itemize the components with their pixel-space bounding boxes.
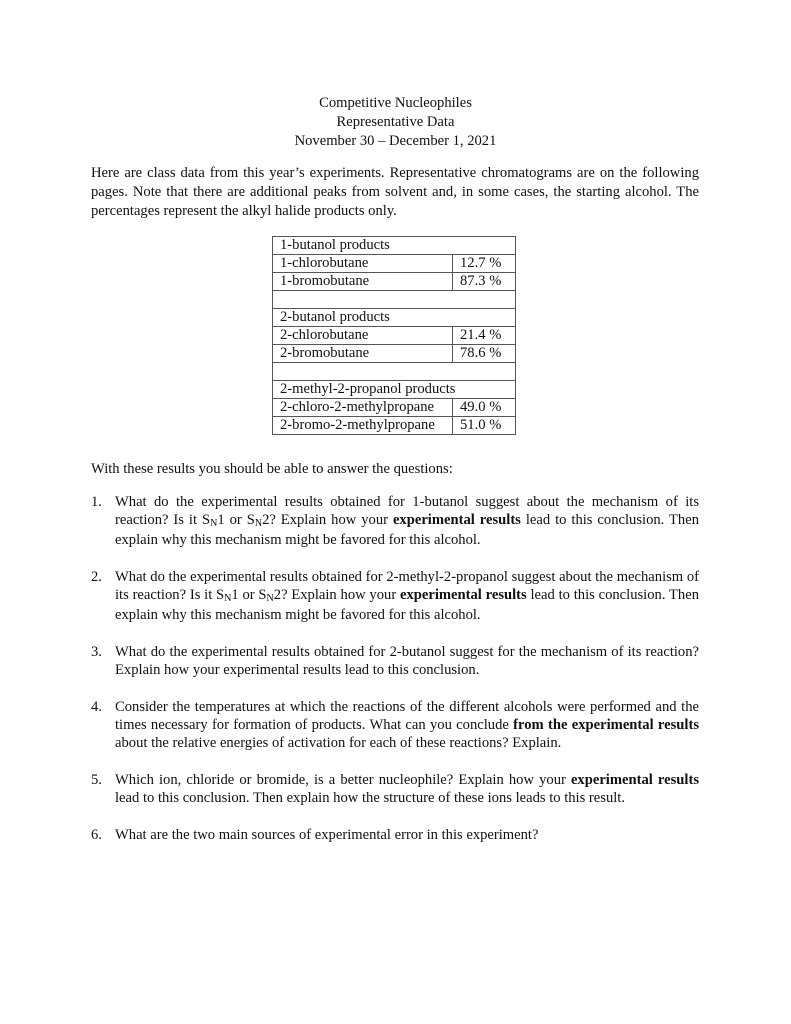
product-percent-cell: 78.6 % — [453, 345, 516, 363]
table-group-heading-row — [273, 381, 516, 399]
product-name-cell: 2-bromobutane — [273, 345, 453, 363]
questions-lead: With these results you should be able to answer the questions: — [91, 461, 453, 477]
table-row — [273, 345, 516, 363]
product-percent-cell: 49.0 % — [453, 399, 516, 417]
question-text: Consider the temperatures at which the reactions of the different alcohols were performed and the times necessary for formation of products. What can you conclude from the experimental results about the relative energies of activation for each of these reactions? Explain. — [115, 699, 700, 751]
question-number: 2. — [91, 569, 102, 585]
table-row — [273, 255, 516, 273]
question-number: 1. — [91, 494, 102, 510]
product-percent-cell: 51.0 % — [453, 417, 516, 435]
question-item — [91, 771, 699, 807]
question-text: What do the experimental results obtained for 1-butanol suggest about the mechanism of its reaction? Is it SN1 or SN2? Explain how your experimental results lead to this conclusion. Then explain why this mechanism might be favored for this alcohol. — [115, 494, 699, 548]
question-item — [91, 826, 699, 844]
question-number: 5. — [91, 772, 102, 788]
table-group-heading-row — [273, 309, 516, 327]
table-spacer-cell — [273, 363, 516, 381]
question-text: What are the two main sources of experimental error in this experiment? — [115, 827, 539, 843]
table-spacer-row — [273, 291, 516, 309]
question-list — [91, 493, 699, 863]
table-group-heading-row — [273, 237, 516, 255]
table-row — [273, 273, 516, 291]
product-name-cell: 1-bromobutane — [273, 273, 453, 291]
question-text: What do the experimental results obtained for 2-butanol suggest for the mechanism of its reaction? Explain how your experimental results lead to this conclusion. — [115, 644, 699, 678]
product-name-cell: 2-chlorobutane — [273, 327, 453, 345]
product-name-cell: 2-chloro-2-methylpropane — [273, 399, 453, 417]
question-item — [91, 698, 699, 752]
document-subtitle: Representative Data — [336, 114, 455, 130]
intro-paragraph: Here are class data from this year’s experiments. Representative chromatograms are on the following pages. Note that there are additional peaks from solvent and, in some cases, the starting alcohol. The percentages represent the alkyl halide products only. — [91, 165, 699, 219]
question-item — [91, 643, 699, 679]
question-text: What do the experimental results obtained for 2-methyl-2-propanol suggest about the mechanism of its reaction? Is it SN1 or SN2? Explain how your experimental results lead to this conclusion. Then explain why this mechanism might be favored for this alcohol. — [115, 569, 699, 623]
product-name-cell: 2-bromo-2-methylpropane — [273, 417, 453, 435]
table-spacer-row — [273, 363, 516, 381]
table-group-heading: 2-methyl-2-propanol products — [273, 381, 516, 399]
question-number: 6. — [91, 827, 102, 843]
question-item — [91, 493, 699, 549]
product-percent-cell: 12.7 % — [453, 255, 516, 273]
document-date: November 30 – December 1, 2021 — [294, 133, 497, 149]
table-row — [273, 399, 516, 417]
product-percent-cell: 87.3 % — [453, 273, 516, 291]
table-row — [273, 327, 516, 345]
product-percent-cell: 21.4 % — [453, 327, 516, 345]
table-group-heading: 1-butanol products — [273, 237, 516, 255]
table-spacer-cell — [273, 291, 516, 309]
question-item — [91, 568, 699, 624]
question-text: Which ion, chloride or bromide, is a better nucleophile? Explain how your experimental results lead to this conclusion. Then explain how the structure of these ions leads to this result. — [115, 772, 699, 806]
question-number: 4. — [91, 699, 102, 715]
results-table — [272, 236, 516, 435]
product-name-cell: 1-chlorobutane — [273, 255, 453, 273]
question-number: 3. — [91, 644, 102, 660]
table-row — [273, 417, 516, 435]
table-group-heading: 2-butanol products — [273, 309, 516, 327]
document-title: Competitive Nucleophiles — [319, 95, 472, 111]
